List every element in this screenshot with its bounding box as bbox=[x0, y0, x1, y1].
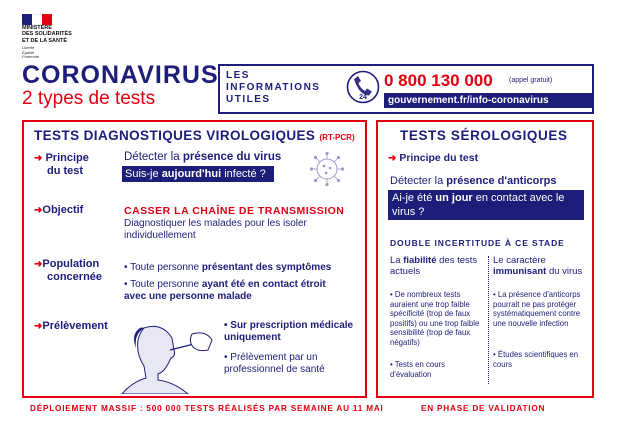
pop1-a: Toute personne bbox=[130, 262, 202, 273]
immunity-heading bbox=[493, 255, 589, 277]
q-a: Ai-je été bbox=[392, 192, 436, 204]
page-subtitle: 2 types de tests bbox=[22, 88, 156, 109]
arrow-bullet-icon: ➜ bbox=[388, 153, 397, 164]
reliability-heading bbox=[390, 255, 482, 277]
population-item-1: • Toute personne présentant des symptômes bbox=[124, 262, 332, 273]
arrow-bullet-icon: ➜ bbox=[34, 321, 43, 332]
republic-motto bbox=[22, 46, 62, 60]
motto-line-2: Égalité bbox=[22, 49, 35, 55]
info-url-link[interactable]: gouvernement.fr/info-coronavirus bbox=[384, 93, 592, 108]
ministry-line-2: DES SOLIDARITÉS bbox=[22, 31, 72, 38]
col2-c: du virus bbox=[546, 266, 583, 277]
serological-title: TESTS SÉROLOGIQUES bbox=[400, 128, 568, 143]
virus-icon bbox=[308, 150, 346, 188]
sampling-label bbox=[34, 320, 119, 333]
col1-item1-text: De nombreux tests auraient une trop faible spécificité (trop de faux positifs) ou une trop faible sensibilité (trop de faux négatifs) bbox=[390, 290, 480, 347]
pop2-b: ayant été en contact étroit avec une personne malade bbox=[124, 279, 326, 302]
arrow-bullet-icon: ➜ bbox=[34, 259, 43, 270]
immunity-item-1: • La présence d'anticorps pourrait ne pas protéger systématiquement contre une nouvelle infection bbox=[493, 290, 581, 328]
col1-item2-text: Tests en cours d'évaluation bbox=[390, 360, 446, 379]
reliability-item-1: • De nombreux tests auraient une trop faible spécificité (trop de faux positifs) ou une trop faible sensibilité (trop de faux négatifs) bbox=[390, 290, 480, 347]
objective-text: Diagnostiquer les malades pour les isoler individuellement bbox=[124, 218, 307, 241]
reliability-item-2: • Tests en cours d'évaluation bbox=[390, 360, 446, 379]
serology-detect-text bbox=[390, 175, 556, 187]
q-c: en contact avec le virus ? bbox=[392, 192, 565, 218]
footer-validation: EN PHASE DE VALIDATION bbox=[421, 404, 546, 413]
detect-a: Détecter la bbox=[390, 175, 447, 187]
motto-line-3: Fraternité bbox=[22, 54, 40, 59]
sampling-item-2: • Prélèvement par un professionnel de santé bbox=[224, 352, 325, 375]
objective-heading: CASSER LA CHAÎNE DE TRANSMISSION bbox=[124, 205, 345, 217]
immunity-item-2: • Études scientifiques en cours bbox=[493, 350, 579, 369]
motto-line-1: Liberté bbox=[22, 45, 35, 50]
q-b: un jour bbox=[435, 192, 473, 204]
uncertainty-heading: DOUBLE INCERTITUDE À CE STADE bbox=[390, 238, 565, 248]
column-separator bbox=[488, 256, 489, 384]
objective-label bbox=[34, 204, 119, 217]
ministry-line-1: MINISTÈRE bbox=[22, 25, 52, 31]
sampling-label-text: Prélèvement bbox=[42, 320, 108, 332]
ministry-line-3: ET DE LA SANTÉ bbox=[22, 37, 68, 44]
col2-item1-text: La présence d'anticorps pourrait ne pas protéger systématiquement contre une nouvelle infection bbox=[493, 290, 581, 328]
principle-question bbox=[122, 166, 274, 182]
virological-title-tag: (RT-PCR) bbox=[319, 133, 355, 142]
nasal-swab-illustration bbox=[114, 320, 216, 394]
serology-principle-text: Principe du test bbox=[399, 152, 479, 164]
arrow-bullet-icon: ➜ bbox=[34, 205, 43, 216]
principle-q-a: Suis-je bbox=[125, 168, 162, 180]
virological-title bbox=[34, 128, 355, 143]
footer-deployment: DÉPLOIEMENT MASSIF : 500 000 TESTS RÉALISÉS PAR SEMAINE AU 11 MAI bbox=[30, 404, 384, 413]
principle-label bbox=[34, 152, 114, 178]
detect-b: présence d'anticorps bbox=[446, 175, 557, 187]
info-label-line-2: INFORMATIONS bbox=[226, 82, 321, 93]
objective-label-text: Objectif bbox=[42, 204, 84, 216]
phone-24-icon bbox=[346, 70, 380, 104]
col2-item2-text: Études scientifiques en cours bbox=[493, 350, 579, 369]
col1-c: des tests actuels bbox=[390, 255, 478, 277]
virological-title-text: TESTS DIAGNOSTIQUES VIROLOGIQUES bbox=[34, 128, 316, 143]
population-label-1: Population bbox=[42, 258, 100, 270]
pop1-b: présentant des symptômes bbox=[201, 262, 332, 273]
population-label bbox=[34, 258, 119, 284]
principle-label-1: Principe bbox=[45, 152, 89, 164]
sampling-item-1: • Sur prescription médicale uniquement bbox=[224, 320, 354, 343]
principle-label-2: du test bbox=[47, 165, 84, 177]
free-call-note: (appel gratuit) bbox=[509, 77, 553, 84]
col2-b: immunisant bbox=[493, 266, 547, 277]
col1-a: La bbox=[390, 255, 404, 266]
arrow-bullet-icon: ➜ bbox=[34, 153, 43, 164]
phone-badge-text: 24 bbox=[359, 94, 367, 101]
serology-principle-label bbox=[388, 152, 478, 165]
french-flag-logo bbox=[22, 12, 52, 23]
principle-q-c: infecté ? bbox=[221, 168, 266, 180]
pop2-a: Toute personne bbox=[130, 279, 202, 290]
population-item-2: • Toute personne ayant été en contact étroit avec une personne malade bbox=[124, 279, 326, 302]
samp2-text: Prélèvement par un professionnel de santé bbox=[224, 352, 325, 375]
info-label-line-1: LES bbox=[226, 70, 250, 81]
col2-a: Le caractère bbox=[493, 255, 546, 266]
serology-question bbox=[388, 190, 584, 220]
info-label bbox=[226, 70, 326, 106]
principle-text bbox=[124, 151, 281, 163]
samp1-text: Sur prescription médicale uniquement bbox=[224, 320, 354, 343]
principle-text-a: Détecter la bbox=[124, 151, 183, 163]
phone-number[interactable]: 0 800 130 000 bbox=[384, 71, 493, 90]
col1-b: fiabilité bbox=[403, 255, 437, 266]
population-label-2: concernée bbox=[47, 271, 103, 283]
ministry-name bbox=[22, 25, 102, 44]
info-label-line-3: UTILES bbox=[226, 94, 271, 105]
page-title: CORONAVIRUS bbox=[22, 61, 219, 89]
principle-text-b: présence du virus bbox=[182, 151, 282, 163]
principle-q-b: aujourd'hui bbox=[161, 168, 222, 180]
